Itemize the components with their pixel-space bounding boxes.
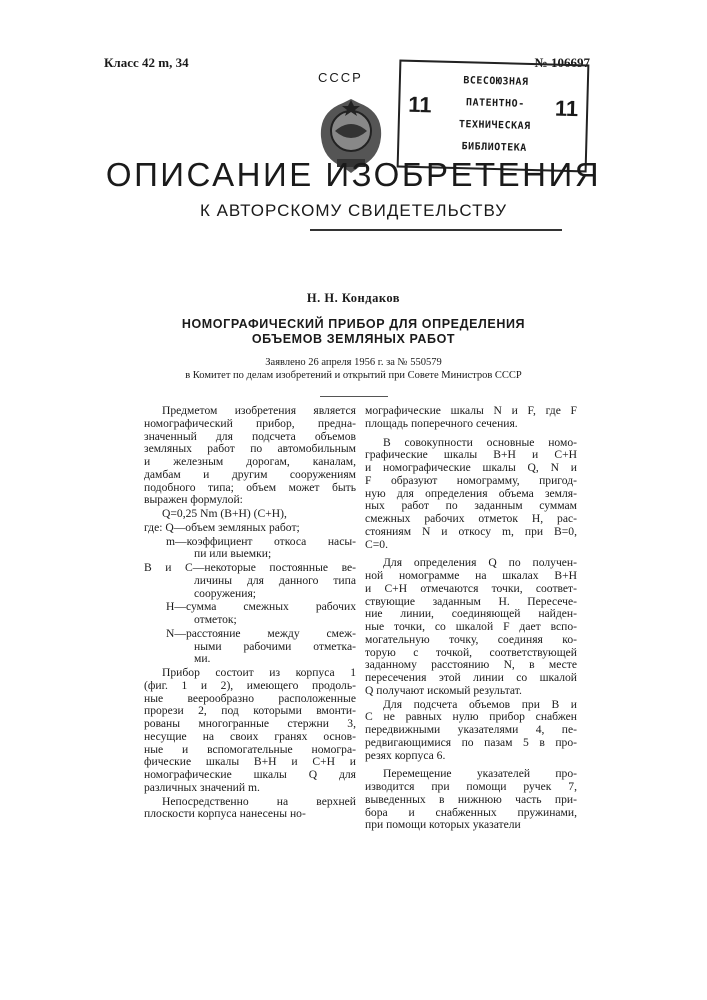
paragraph: [365, 405, 577, 431]
author: Н. Н. Кондаков: [0, 291, 707, 306]
text-line: Для подсчета объемов при B и: [365, 699, 577, 712]
paragraph: [144, 536, 356, 562]
text-line: ные точки, со шкалой F дает вспо-: [365, 621, 577, 634]
text-line: фические шкалы B+H и C+H и: [144, 756, 356, 769]
paragraph: [144, 508, 356, 521]
text-line: площадь поперечного сечения.: [365, 418, 577, 431]
paragraph: [365, 699, 577, 763]
text-line: В совокупности основные номо-: [365, 437, 577, 450]
text-line: различных значений m.: [144, 782, 356, 795]
text-line: где: Q—объем земляных работ;: [144, 522, 356, 535]
paragraph: [365, 557, 577, 697]
paragraph: [144, 601, 356, 627]
invention-title-line: ОБЪЕМОВ ЗЕМЛЯНЫХ РАБОТ: [0, 332, 707, 347]
text-line: Предметом изобретения является: [144, 405, 356, 418]
paragraph: [144, 405, 356, 507]
text-line: ными рабочими отметка-: [144, 641, 356, 654]
text-line: (фиг. 1 и 2), имеющего продоль-: [144, 680, 356, 693]
text-line: и C+H отмечаются точки, соответ-: [365, 583, 577, 596]
text-line: ми.: [144, 653, 356, 666]
text-line: Q получают искомый результат.: [365, 685, 577, 698]
filing-info: [0, 356, 707, 382]
text-line: m—коэффициент откоса насы-: [144, 536, 356, 549]
paragraph: [144, 796, 356, 822]
text-line: ные веерообразно расположенные: [144, 693, 356, 706]
paragraph: [365, 768, 577, 832]
text-line: Для определения Q по получен-: [365, 557, 577, 570]
text-line: и железным дорогам, каналам,: [144, 456, 356, 469]
paragraph: [144, 562, 356, 600]
text-line: ние линии, соединяющей найден-: [365, 608, 577, 621]
filing-line: Заявлено 26 апреля 1956 г. за № 550579: [0, 356, 707, 369]
text-line: C не равных нулю прибор снабжен: [365, 711, 577, 724]
text-line: F образуют номограмму, пригод-: [365, 475, 577, 488]
text-line: торую с точкой, соответствующей: [365, 647, 577, 660]
text-line: подобного типа; объем может быть: [144, 482, 356, 495]
text-line: плоскости корпуса нанесены но-: [144, 808, 356, 821]
text-line: несущие на своих гранях основ-: [144, 731, 356, 744]
divider: [320, 396, 388, 397]
text-line: выражен формулой:: [144, 494, 356, 507]
text-line: пересечения этой линии со шкалой: [365, 672, 577, 685]
text-line: могательную точку, соединяя ко-: [365, 634, 577, 647]
text-line: номографический прибор, предна-: [144, 418, 356, 431]
text-line: изводится при помощи ручек 7,: [365, 781, 577, 794]
filing-line: в Комитет по делам изобретений и открытий при Совете Министров СССР: [0, 369, 707, 382]
text-line: значенный для подсчета объемов: [144, 431, 356, 444]
text-line: C=0.: [365, 539, 577, 552]
text-line: B и C—некоторые постоянные ве-: [144, 562, 356, 575]
text-line: резях корпуса 6.: [365, 750, 577, 763]
text-line: ную для определения объема земля-: [365, 488, 577, 501]
text-line: передвижными указателями 4, пе-: [365, 724, 577, 737]
text-line: ной номограмме на шкалах B+H: [365, 570, 577, 583]
text-line: рованы многогранные стержни 3,: [144, 718, 356, 731]
paragraph: [365, 437, 577, 552]
stamp-line: ВСЕСОЮЗНАЯ: [441, 75, 551, 89]
country-label: СССР: [318, 70, 363, 85]
text-line: заданному расстоянию N, в месте: [365, 659, 577, 672]
document-subtitle: К АВТОРСКОМУ СВИДЕТЕЛЬСТВУ: [0, 201, 707, 221]
text-line: Непосредственно на верхней: [144, 796, 356, 809]
patent-number: № 106697: [520, 55, 590, 71]
text-line: стояниям N и откосу m, при B=0,: [365, 526, 577, 539]
text-line: редвигающимися по пазам 5 в про-: [365, 737, 577, 750]
text-line: ствующие заданным H. Пересече-: [365, 596, 577, 609]
text-line: мографические шкалы N и F, где F: [365, 405, 577, 418]
text-line: пи или выемки;: [144, 548, 356, 561]
paragraph: [144, 522, 356, 535]
paragraph: [144, 667, 356, 795]
paragraph: [144, 628, 356, 666]
stamp-line: ПАТЕНТНО-: [440, 97, 550, 111]
text-line: земляных работ по автомобильным: [144, 443, 356, 456]
text-line: Q=0,25 Nm (B+H) (C+H),: [144, 508, 356, 521]
stamp-line: БИБЛИОТЕКА: [439, 141, 549, 155]
text-line: ные и вспомогательные номогра-: [144, 744, 356, 757]
text-line: отметок;: [144, 614, 356, 627]
text-line: графические шкалы B+H и C+H: [365, 449, 577, 462]
text-line: смежных рабочих отметок H, рас-: [365, 513, 577, 526]
text-line: при помощи которых указатели: [365, 819, 577, 832]
text-line: бора и снабженных пружинами,: [365, 807, 577, 820]
text-line: ных работ по заданным суммам: [365, 500, 577, 513]
text-line: выведенных в нижнюю часть при-: [365, 794, 577, 807]
document-title: ОПИСАНИЕ ИЗОБРЕТЕНИЯ: [0, 156, 707, 194]
divider: [310, 229, 562, 231]
text-line: Перемещение указателей про-: [365, 768, 577, 781]
text-line: дамбам и другим сооружениям: [144, 469, 356, 482]
text-line: N—расстояние между смеж-: [144, 628, 356, 641]
text-line: личины для данного типа: [144, 575, 356, 588]
text-line: и номографические шкалы Q, N и: [365, 462, 577, 475]
left-text-column: [144, 405, 356, 822]
stamp-mark-right: 11: [555, 96, 579, 123]
text-line: Прибор состоит из корпуса 1: [144, 667, 356, 680]
right-text-column: [365, 405, 577, 833]
text-line: сооружения;: [144, 588, 356, 601]
text-line: H—сумма смежных рабочих: [144, 601, 356, 614]
invention-title-line: НОМОГРАФИЧЕСКИЙ ПРИБОР ДЛЯ ОПРЕДЕЛЕНИЯ: [0, 317, 707, 332]
text-line: номографические шкалы Q для: [144, 769, 356, 782]
stamp-line: ТЕХНИЧЕСКАЯ: [440, 119, 550, 133]
text-line: прорези 2, под которыми вмонти-: [144, 705, 356, 718]
invention-title: [0, 317, 707, 347]
class-label: Класс 42 m, 34: [104, 55, 189, 71]
stamp-mark-left: 11: [408, 92, 432, 119]
